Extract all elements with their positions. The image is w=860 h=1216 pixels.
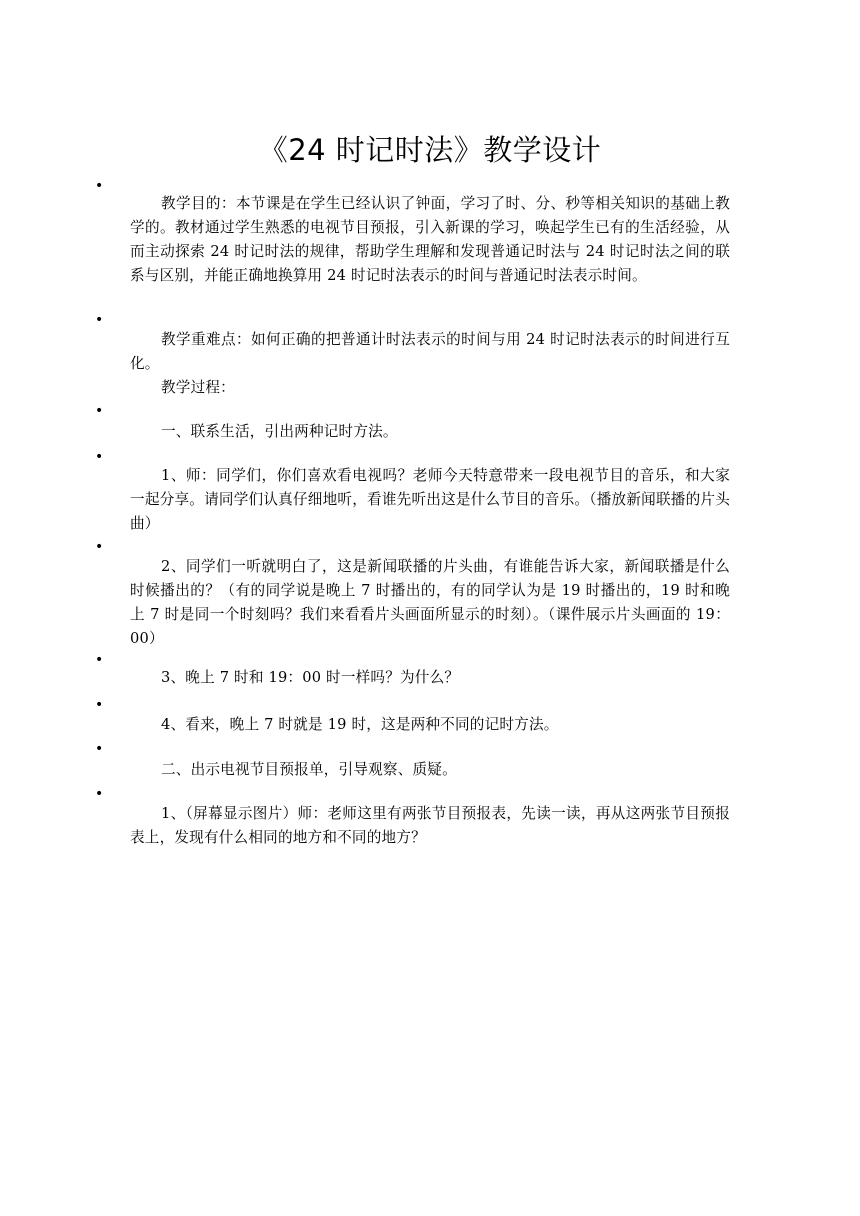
paragraph-process-heading: 教学过程： [161,379,235,396]
bullet-marker: • [95,539,104,555]
bullet-marker: • [95,786,104,802]
bullet-marker: • [95,312,104,328]
bullet-marker: • [95,178,104,194]
document-title: 《24 时记时法》教学设计 [258,133,602,167]
bullet-marker: • [95,449,104,465]
paragraph-step-2: 2、同学们一听就明白了，这是新闻联播的片头曲，有谁能告诉大家，新闻联播是什么时候播出的？（有的同学说是晚上 7 时播出的，有的同学认为是 19 时播出的，19 时和晚上 7 时是同一个时刻吗？我们来看看片头画面所显示的时刻）。（课件展示片头画面的 19：00） [130,558,730,647]
bullet-marker: • [95,697,104,713]
paragraph-section-two: 二、出示电视节目预报单，引导观察、质疑。 [161,761,457,778]
bullet-marker: • [95,403,104,419]
paragraph-objectives: 教学目的：本节课是在学生已经认识了钟面，学习了时、分、秒等相关知识的基础上教学的。教材通过学生熟悉的电视节目预报，引入新课的学习，唤起学生已有的生活经验，从而主动探索 24 时记时法的规律，帮助学生理解和发现普通记时法与 24 时记时法之间的联系与区别，并能正确地换算用 24 时记时法表示的时间与普通记时法表示时间。 [130,195,730,284]
bullet-marker: • [95,741,104,757]
paragraph-step-1: 1、师：同学们，你们喜欢看电视吗？老师今天特意带来一段电视节目的音乐，和大家一起分享。请同学们认真仔细地听，看谁先听出这是什么节目的音乐。（播放新闻联播的片头曲） [130,467,730,532]
paragraph-step-4: 4、看来，晚上 7 时就是 19 时，这是两种不同的记时方法。 [161,716,559,733]
paragraph-key-points: 教学重难点：如何正确的把普通计时法表示的时间与用 24 时记时法表示的时间进行互化。 [130,331,730,372]
paragraph-section-one: 一、联系生活，引出两种记时方法。 [161,423,398,440]
paragraph-step-two-1: 1、（屏幕显示图片）师：老师这里有两张节目预报表，先读一读，再从这两张节目预报表上，发现有什么相同的地方和不同的地方？ [130,805,730,846]
bullet-marker: • [95,652,104,668]
paragraph-step-3: 3、晚上 7 时和 19：00 时一样吗？为什么？ [161,669,460,686]
